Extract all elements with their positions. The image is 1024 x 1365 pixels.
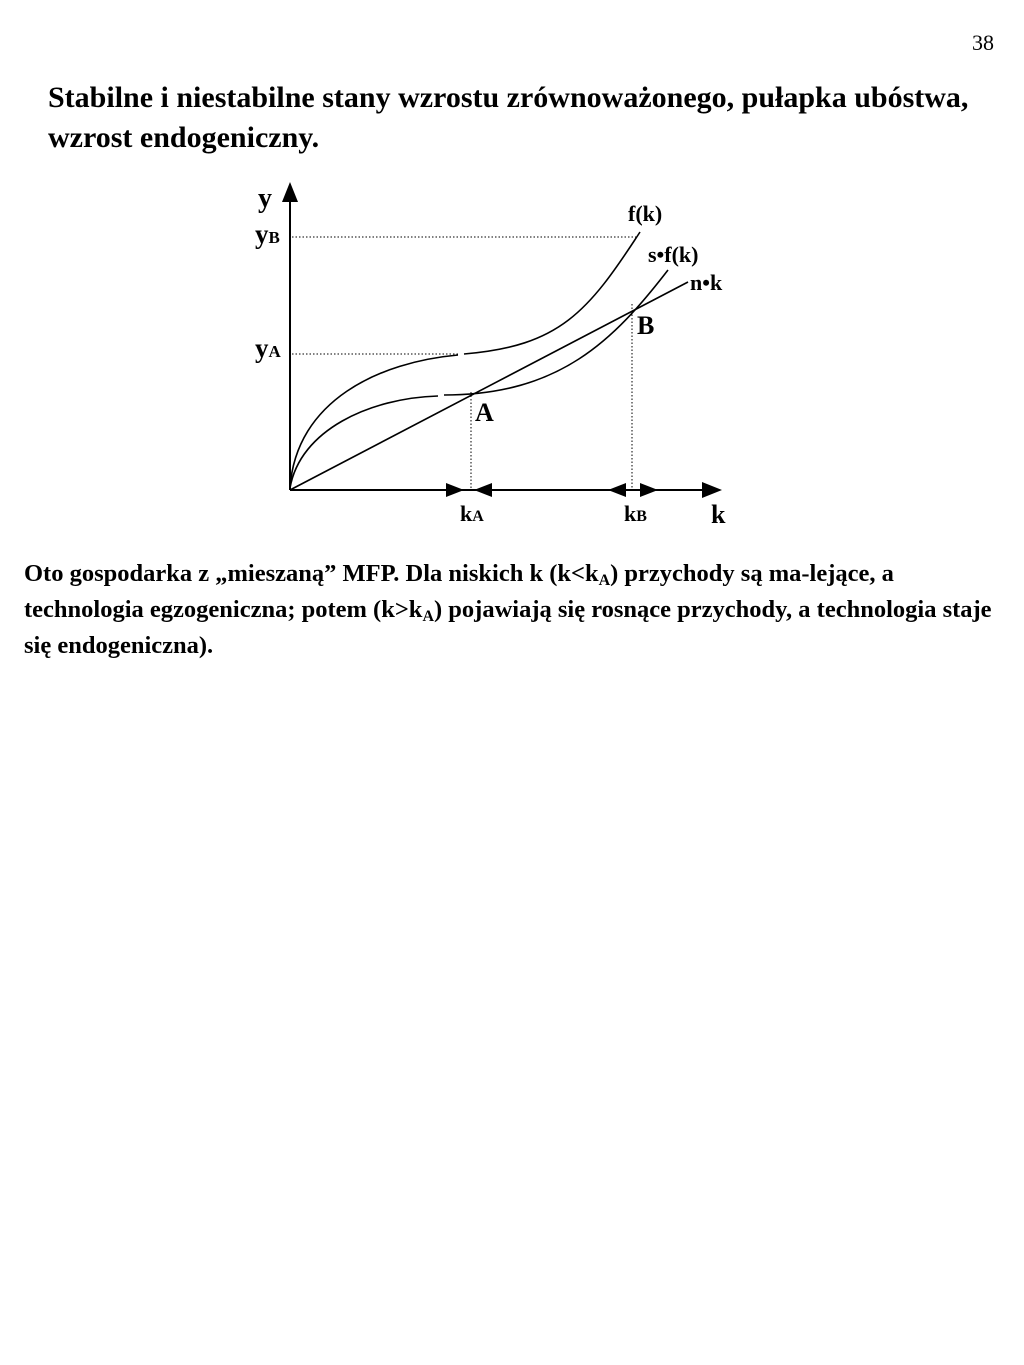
arrow-from-kb-left: [608, 483, 626, 497]
k-a-sub: A: [472, 508, 484, 525]
production-curve-upper: [464, 232, 640, 354]
point-a-label: A: [475, 398, 494, 427]
k-b-sub: B: [636, 508, 647, 525]
description-part1: Oto gospodarka z „mieszaną” MFP. Dla niskich k (k<k: [24, 560, 599, 587]
arrow-from-kb-right: [640, 483, 658, 497]
k-a-label: [460, 501, 484, 526]
y-a-label: [255, 333, 282, 363]
description: [24, 556, 1004, 664]
savings-curve: [290, 396, 438, 488]
y-axis-arrow: [282, 182, 298, 202]
x-axis-label: k: [711, 500, 726, 529]
description-part3: ) pojawiają się rosnące przychody, a technologia staje się endogeniczna).: [24, 596, 992, 659]
arrow-to-ka-right: [474, 483, 492, 497]
x-axis-arrow: [702, 482, 722, 498]
point-b-label: B: [637, 311, 655, 340]
page-number: 38: [972, 30, 994, 55]
savings-label: s•f(k): [648, 242, 699, 267]
growth-diagram: [0, 0, 1024, 540]
description-sub2: A: [422, 608, 434, 625]
depreciation-line: [290, 282, 688, 490]
y-a-sub: A: [268, 342, 281, 361]
y-b-sub: B: [268, 228, 280, 247]
description-sub1: A: [598, 572, 611, 589]
y-axis-label: y: [258, 183, 272, 214]
page-title: Stabilne i niestabilne stany wzrostu zrównoważonego, pułapka ubóstwa, wzrost endogeniczny.: [48, 81, 969, 154]
description-part2: ) przychody są ma-lejące, a technologia egzogeniczna; potem (k>k: [24, 560, 894, 623]
production-curve: [290, 355, 458, 488]
y-a-main: y: [255, 333, 269, 363]
k-a-main: k: [460, 501, 473, 526]
savings-curve-upper: [444, 270, 668, 395]
k-b-main: k: [624, 501, 637, 526]
y-b-main: y: [255, 219, 269, 249]
k-b-label: [624, 501, 647, 526]
production-label: f(k): [628, 201, 663, 226]
depreciation-label: n•k: [690, 270, 723, 295]
y-b-label: [255, 219, 280, 249]
arrow-to-ka-left: [446, 483, 464, 497]
